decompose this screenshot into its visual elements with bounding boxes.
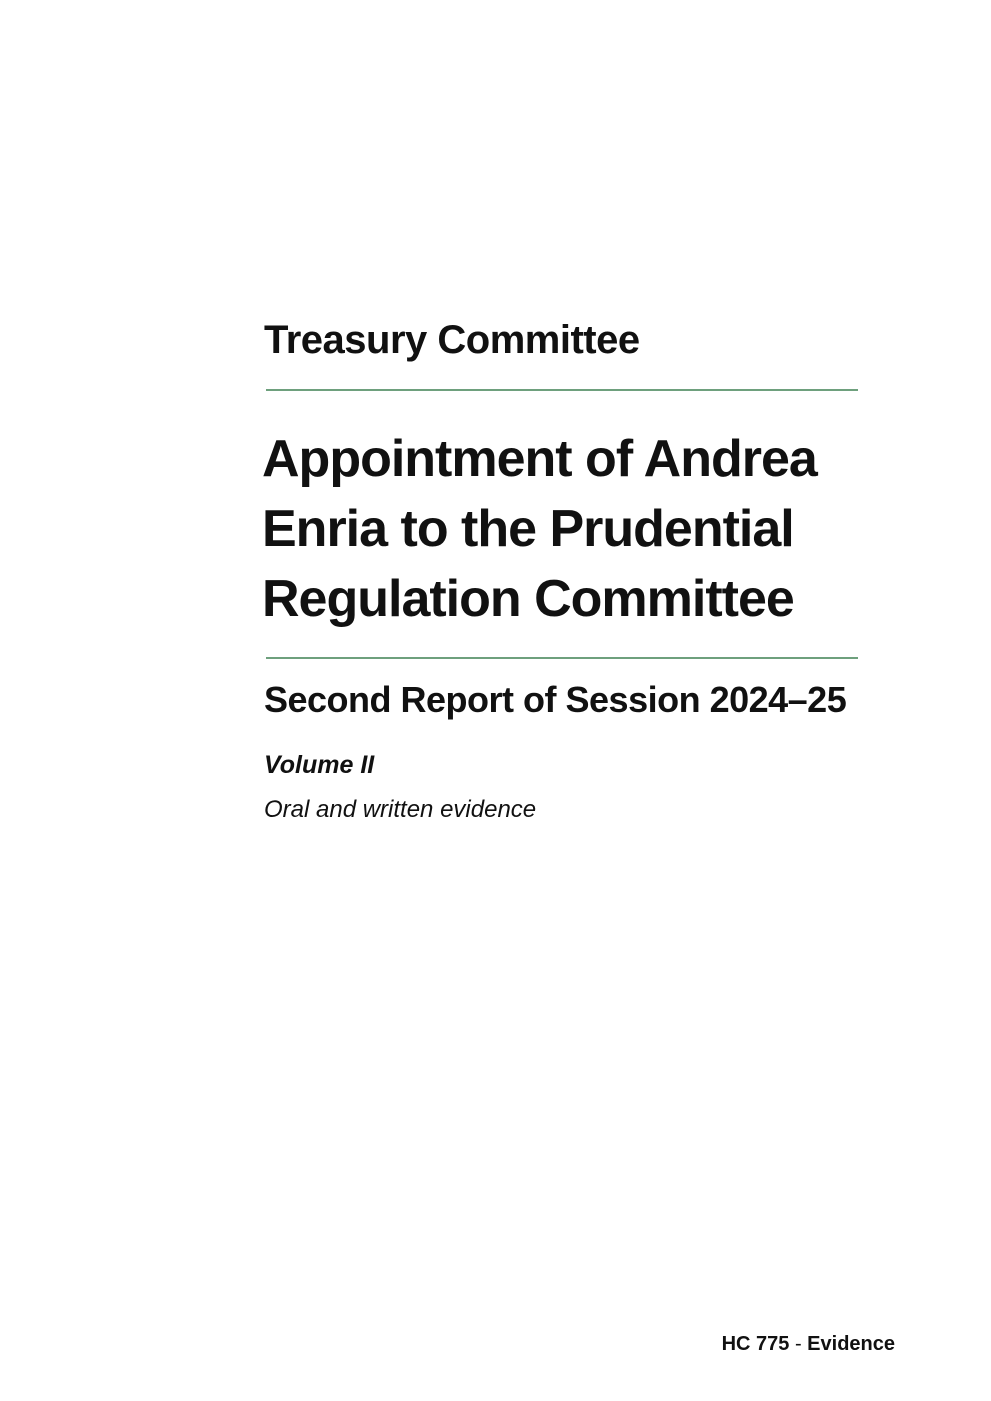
report-subtitle: Second Report of Session 2024–25	[264, 679, 847, 720]
hc-separator: -	[794, 1333, 802, 1355]
report-title-line: Appointment of Andrea	[262, 430, 817, 488]
volume-description: Oral and written evidence	[264, 796, 537, 823]
hc-reference	[722, 1332, 895, 1356]
volume-label: Volume II	[264, 751, 375, 779]
top-divider-rule	[266, 389, 858, 391]
hc-label: Evidence	[807, 1333, 895, 1355]
report-title-line: Enria to the Prudential	[262, 500, 794, 558]
report-title	[262, 424, 922, 634]
hc-number: HC 775	[721, 1333, 790, 1355]
bottom-divider-rule	[266, 657, 858, 659]
report-title-line: Regulation Committee	[262, 570, 794, 628]
committee-name: Treasury Committee	[264, 318, 640, 362]
